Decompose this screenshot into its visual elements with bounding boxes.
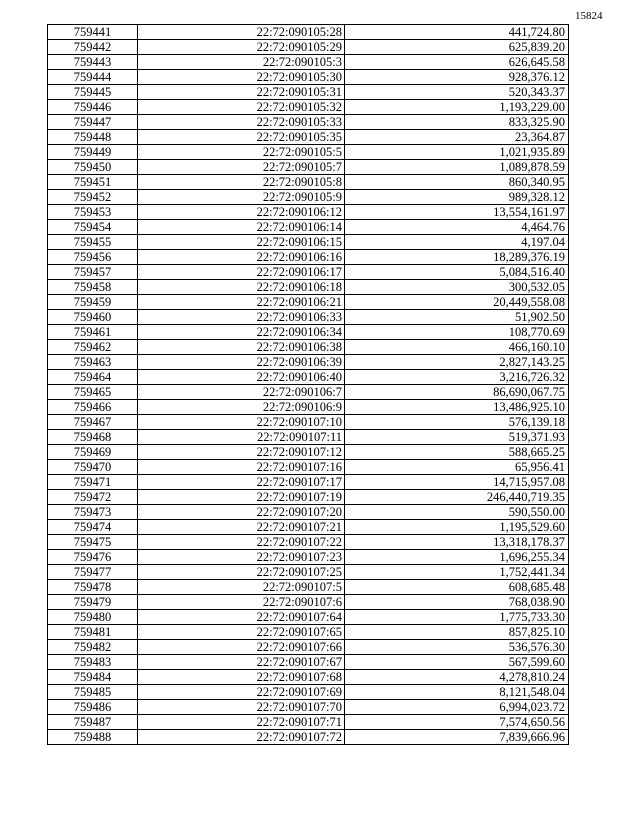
row-id-cell: 759452 — [48, 190, 138, 205]
amount-cell: 567,599.60 — [345, 655, 569, 670]
row-id-cell: 759462 — [48, 340, 138, 355]
table-row — [48, 385, 569, 400]
amount-cell: 625,839.20 — [345, 40, 569, 55]
cadastral-number-cell: 22:72:090106:34 — [138, 325, 345, 340]
table-row — [48, 460, 569, 475]
amount-cell: 608,685.48 — [345, 580, 569, 595]
cadastral-number-cell: 22:72:090106:16 — [138, 250, 345, 265]
amount-cell: 4,197.04 — [345, 235, 569, 250]
table-row — [48, 595, 569, 610]
table-row — [48, 670, 569, 685]
amount-cell: 833,325.90 — [345, 115, 569, 130]
table-row — [48, 400, 569, 415]
amount-cell: 14,715,957.08 — [345, 475, 569, 490]
row-id-cell: 759468 — [48, 430, 138, 445]
row-id-cell: 759445 — [48, 85, 138, 100]
cadastral-number-cell: 22:72:090107:72 — [138, 730, 345, 745]
cadastral-number-cell: 22:72:090105:5 — [138, 145, 345, 160]
row-id-cell: 759456 — [48, 250, 138, 265]
amount-cell: 857,825.10 — [345, 625, 569, 640]
cadastral-number-cell: 22:72:090107:11 — [138, 430, 345, 445]
table-row — [48, 340, 569, 355]
amount-cell: 2,827,143.25 — [345, 355, 569, 370]
row-id-cell: 759482 — [48, 640, 138, 655]
table-row — [48, 625, 569, 640]
amount-cell: 1,193,229.00 — [345, 100, 569, 115]
cadastral-number-cell: 22:72:090105:31 — [138, 85, 345, 100]
row-id-cell: 759473 — [48, 505, 138, 520]
table-row — [48, 160, 569, 175]
cadastral-number-cell: 22:72:090106:15 — [138, 235, 345, 250]
cadastral-number-cell: 22:72:090105:30 — [138, 70, 345, 85]
table-row — [48, 250, 569, 265]
cadastral-number-cell: 22:72:090107:65 — [138, 625, 345, 640]
table-row — [48, 715, 569, 730]
row-id-cell: 759466 — [48, 400, 138, 415]
row-id-cell: 759455 — [48, 235, 138, 250]
row-id-cell: 759486 — [48, 700, 138, 715]
row-id-cell: 759479 — [48, 595, 138, 610]
table-row — [48, 520, 569, 535]
amount-cell: 626,645.58 — [345, 55, 569, 70]
cadastral-number-cell: 22:72:090107:70 — [138, 700, 345, 715]
cadastral-number-cell: 22:72:090107:66 — [138, 640, 345, 655]
cadastral-number-cell: 22:72:090106:40 — [138, 370, 345, 385]
cadastral-number-cell: 22:72:090106:38 — [138, 340, 345, 355]
table-row — [48, 25, 569, 40]
cadastral-number-cell: 22:72:090106:17 — [138, 265, 345, 280]
table-row — [48, 85, 569, 100]
amount-cell: 7,839,666.96 — [345, 730, 569, 745]
table-row — [48, 205, 569, 220]
amount-cell: 108,770.69 — [345, 325, 569, 340]
table-row — [48, 445, 569, 460]
table-row — [48, 610, 569, 625]
row-id-cell: 759443 — [48, 55, 138, 70]
cadastral-number-cell: 22:72:090107:64 — [138, 610, 345, 625]
row-id-cell: 759441 — [48, 25, 138, 40]
row-id-cell: 759483 — [48, 655, 138, 670]
table-row — [48, 490, 569, 505]
table-row — [48, 655, 569, 670]
row-id-cell: 759472 — [48, 490, 138, 505]
row-id-cell: 759447 — [48, 115, 138, 130]
amount-cell: 466,160.10 — [345, 340, 569, 355]
cadastral-number-cell: 22:72:090105:7 — [138, 160, 345, 175]
amount-cell: 4,278,810.24 — [345, 670, 569, 685]
table-row — [48, 685, 569, 700]
row-id-cell: 759488 — [48, 730, 138, 745]
amount-cell: 928,376.12 — [345, 70, 569, 85]
cadastral-number-cell: 22:72:090107:17 — [138, 475, 345, 490]
amount-cell: 23,364.87 — [345, 130, 569, 145]
table-row — [48, 730, 569, 745]
table-row — [48, 310, 569, 325]
amount-cell: 5,084,516.40 — [345, 265, 569, 280]
amount-cell: 7,574,650.56 — [345, 715, 569, 730]
row-id-cell: 759449 — [48, 145, 138, 160]
table-row — [48, 355, 569, 370]
row-id-cell: 759477 — [48, 565, 138, 580]
row-id-cell: 759476 — [48, 550, 138, 565]
table-row — [48, 130, 569, 145]
amount-cell: 590,550.00 — [345, 505, 569, 520]
cadastral-number-cell: 22:72:090107:23 — [138, 550, 345, 565]
cadastral-number-cell: 22:72:090107:6 — [138, 595, 345, 610]
row-id-cell: 759448 — [48, 130, 138, 145]
cadastral-number-cell: 22:72:090105:28 — [138, 25, 345, 40]
amount-cell: 1,696,255.34 — [345, 550, 569, 565]
cadastral-number-cell: 22:72:090107:22 — [138, 535, 345, 550]
row-id-cell: 759485 — [48, 685, 138, 700]
row-id-cell: 759467 — [48, 415, 138, 430]
cadastral-number-cell: 22:72:090106:14 — [138, 220, 345, 235]
amount-cell: 4,464.76 — [345, 220, 569, 235]
cadastral-number-cell: 22:72:090106:7 — [138, 385, 345, 400]
amount-cell: 588,665.25 — [345, 445, 569, 460]
row-id-cell: 759453 — [48, 205, 138, 220]
cadastral-number-cell: 22:72:090105:9 — [138, 190, 345, 205]
table-row — [48, 220, 569, 235]
cadastral-number-cell: 22:72:090107:21 — [138, 520, 345, 535]
table-body — [48, 25, 569, 745]
row-id-cell: 759487 — [48, 715, 138, 730]
cadastral-number-cell: 22:72:090107:16 — [138, 460, 345, 475]
cadastral-number-cell: 22:72:090105:8 — [138, 175, 345, 190]
row-id-cell: 759459 — [48, 295, 138, 310]
cadastral-number-cell: 22:72:090107:71 — [138, 715, 345, 730]
table-row — [48, 640, 569, 655]
cadastral-number-cell: 22:72:090107:67 — [138, 655, 345, 670]
cadastral-number-cell: 22:72:090105:32 — [138, 100, 345, 115]
row-id-cell: 759480 — [48, 610, 138, 625]
amount-cell: 300,532.05 — [345, 280, 569, 295]
amount-cell: 1,021,935.89 — [345, 145, 569, 160]
table-row — [48, 145, 569, 160]
amount-cell: 3,216,726.32 — [345, 370, 569, 385]
amount-cell: 860,340.95 — [345, 175, 569, 190]
table-row — [48, 415, 569, 430]
row-id-cell: 759457 — [48, 265, 138, 280]
amount-cell: 13,554,161.97 — [345, 205, 569, 220]
amount-cell: 1,752,441.34 — [345, 565, 569, 580]
table-row — [48, 40, 569, 55]
cadastral-number-cell: 22:72:090105:3 — [138, 55, 345, 70]
table-row — [48, 325, 569, 340]
row-id-cell: 759460 — [48, 310, 138, 325]
row-id-cell: 759442 — [48, 40, 138, 55]
row-id-cell: 759444 — [48, 70, 138, 85]
cadastral-number-cell: 22:72:090107:5 — [138, 580, 345, 595]
cadastral-number-cell: 22:72:090107:68 — [138, 670, 345, 685]
cadastral-number-cell: 22:72:090106:39 — [138, 355, 345, 370]
table-row — [48, 565, 569, 580]
row-id-cell: 759446 — [48, 100, 138, 115]
table-row — [48, 280, 569, 295]
row-id-cell: 759470 — [48, 460, 138, 475]
table-row — [48, 175, 569, 190]
amount-cell: 20,449,558.08 — [345, 295, 569, 310]
row-id-cell: 759469 — [48, 445, 138, 460]
amount-cell: 989,328.12 — [345, 190, 569, 205]
cadastral-number-cell: 22:72:090107:10 — [138, 415, 345, 430]
table-row — [48, 100, 569, 115]
table-row — [48, 265, 569, 280]
cadastral-number-cell: 22:72:090107:25 — [138, 565, 345, 580]
table-row — [48, 115, 569, 130]
cadastral-number-cell: 22:72:090105:29 — [138, 40, 345, 55]
data-table — [47, 24, 569, 745]
row-id-cell: 759475 — [48, 535, 138, 550]
table-row — [48, 370, 569, 385]
table-row — [48, 550, 569, 565]
row-id-cell: 759458 — [48, 280, 138, 295]
cadastral-number-cell: 22:72:090107:12 — [138, 445, 345, 460]
table-row — [48, 535, 569, 550]
amount-cell: 1,775,733.30 — [345, 610, 569, 625]
row-id-cell: 759464 — [48, 370, 138, 385]
cadastral-number-cell: 22:72:090106:9 — [138, 400, 345, 415]
cadastral-number-cell: 22:72:090106:12 — [138, 205, 345, 220]
table-row — [48, 295, 569, 310]
amount-cell: 1,195,529.60 — [345, 520, 569, 535]
table-row — [48, 475, 569, 490]
cadastral-number-cell: 22:72:090106:18 — [138, 280, 345, 295]
row-id-cell: 759481 — [48, 625, 138, 640]
cadastral-number-cell: 22:72:090107:20 — [138, 505, 345, 520]
amount-cell: 6,994,023.72 — [345, 700, 569, 715]
amount-cell: 13,318,178.37 — [345, 535, 569, 550]
amount-cell: 519,371.93 — [345, 430, 569, 445]
cadastral-number-cell: 22:72:090107:69 — [138, 685, 345, 700]
amount-cell: 1,089,878.59 — [345, 160, 569, 175]
cadastral-number-cell: 22:72:090105:33 — [138, 115, 345, 130]
amount-cell: 8,121,548.04 — [345, 685, 569, 700]
table-row — [48, 70, 569, 85]
table-row — [48, 430, 569, 445]
amount-cell: 65,956.41 — [345, 460, 569, 475]
table-row — [48, 235, 569, 250]
table-row — [48, 700, 569, 715]
cadastral-number-cell: 22:72:090106:33 — [138, 310, 345, 325]
row-id-cell: 759471 — [48, 475, 138, 490]
cadastral-number-cell: 22:72:090107:19 — [138, 490, 345, 505]
row-id-cell: 759484 — [48, 670, 138, 685]
amount-cell: 246,440,719.35 — [345, 490, 569, 505]
amount-cell: 86,690,067.75 — [345, 385, 569, 400]
cadastral-number-cell: 22:72:090106:21 — [138, 295, 345, 310]
row-id-cell: 759465 — [48, 385, 138, 400]
row-id-cell: 759451 — [48, 175, 138, 190]
table-row — [48, 190, 569, 205]
row-id-cell: 759474 — [48, 520, 138, 535]
table-row — [48, 505, 569, 520]
amount-cell: 51,902.50 — [345, 310, 569, 325]
amount-cell: 520,343.37 — [345, 85, 569, 100]
table-row — [48, 55, 569, 70]
row-id-cell: 759454 — [48, 220, 138, 235]
row-id-cell: 759478 — [48, 580, 138, 595]
amount-cell: 13,486,925.10 — [345, 400, 569, 415]
amount-cell: 18,289,376.19 — [345, 250, 569, 265]
amount-cell: 576,139.18 — [345, 415, 569, 430]
row-id-cell: 759461 — [48, 325, 138, 340]
row-id-cell: 759450 — [48, 160, 138, 175]
table-row — [48, 580, 569, 595]
amount-cell: 441,724.80 — [345, 25, 569, 40]
page-number: 15824 — [575, 10, 603, 22]
cadastral-number-cell: 22:72:090105:35 — [138, 130, 345, 145]
amount-cell: 536,576.30 — [345, 640, 569, 655]
amount-cell: 768,038.90 — [345, 595, 569, 610]
row-id-cell: 759463 — [48, 355, 138, 370]
